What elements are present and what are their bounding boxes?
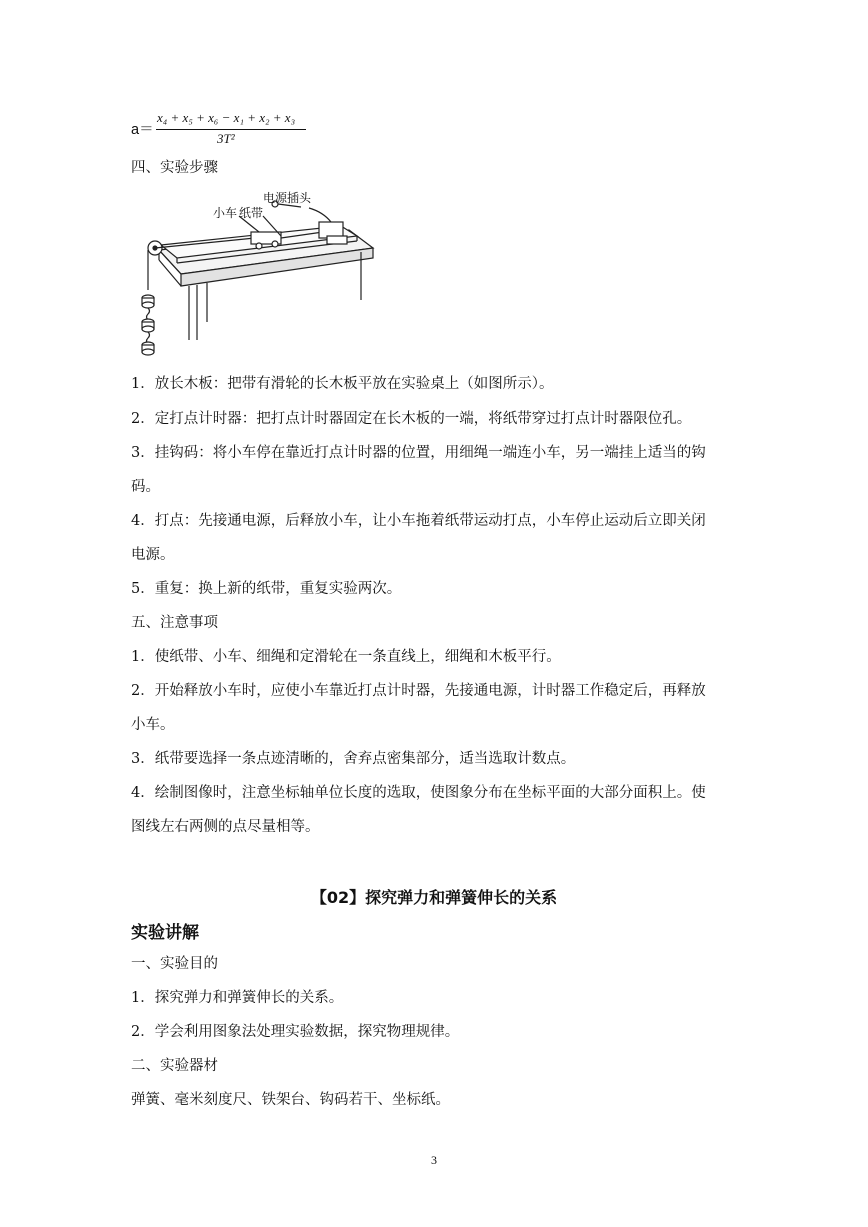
fraction-bar xyxy=(156,129,306,130)
note-2-cont: 小车。 xyxy=(131,717,175,733)
step-4: 4．打点：先接通电源，后释放小车，让小车拖着纸带运动打点，小车停止运动后立即关闭 xyxy=(131,513,706,529)
acceleration-formula xyxy=(131,100,371,150)
note-1: 1．使纸带、小车、细绳和定滑轮在一条直线上，细绳和木板平行。 xyxy=(131,649,561,665)
formula-denominator: 3T² xyxy=(217,131,235,146)
label-tape: 纸带 xyxy=(239,206,264,220)
step-3: 3．挂钩码：将小车停在靠近打点计时器的位置，用细绳一端连小车，另一端挂上适当的钩 xyxy=(131,445,706,461)
equipment-list: 弹簧、毫米刻度尺、铁架台、钩码若干、坐标纸。 xyxy=(131,1092,450,1108)
label-power-plug: 电源插头 xyxy=(263,191,312,205)
subsection-heading: 实验讲解 xyxy=(131,923,199,943)
step-4-cont: 电源。 xyxy=(131,547,175,563)
step-1: 1．放长木板：把带有滑轮的长木板平放在实验桌上（如图所示）。 xyxy=(131,376,554,392)
apparatus-diagram xyxy=(131,190,375,358)
note-4-cont: 图线左右两侧的点尽量相等。 xyxy=(131,819,320,835)
section-title: 五、注意事项 xyxy=(131,615,218,631)
section-title: 二、实验器材 xyxy=(131,1058,218,1074)
section-title: 四、实验步骤 xyxy=(131,160,218,176)
step-5: 5．重复：换上新的纸带，重复实验两次。 xyxy=(131,581,402,597)
note-3: 3．纸带要选择一条点迹清晰的，舍弃点密集部分，适当选取计数点。 xyxy=(131,751,576,767)
step-3-cont: 码。 xyxy=(131,479,160,495)
note-4: 4．绘制图像时，注意坐标轴单位长度的选取，使图象分布在坐标平面的大部分面积上。使 xyxy=(131,785,706,801)
purpose-2: 2．学会利用图象法处理实验数据，探究物理规律。 xyxy=(131,1024,460,1040)
apparatus-figure xyxy=(131,190,375,358)
section-title: 一、实验目的 xyxy=(131,956,218,972)
section-heading: 【02】探究弹力和弹簧伸长的关系 xyxy=(310,888,558,907)
page-number: 3 xyxy=(431,1153,437,1167)
formula-numerator: x₄ + x₅ + x₆ − x₁ + x₂ + x₃ xyxy=(157,110,296,125)
label-car: 小车 xyxy=(213,206,238,220)
step-2: 2．定打点计时器：把打点计时器固定在长木板的一端，将纸带穿过打点计时器限位孔。 xyxy=(131,411,692,427)
note-2: 2．开始释放小车时，应使小车靠近打点计时器，先接通电源，计时器工作稳定后，再释放 xyxy=(131,683,706,699)
formula-lhs: a＝ xyxy=(131,122,154,138)
purpose-1: 1．探究弹力和弹簧伸长的关系。 xyxy=(131,990,344,1006)
